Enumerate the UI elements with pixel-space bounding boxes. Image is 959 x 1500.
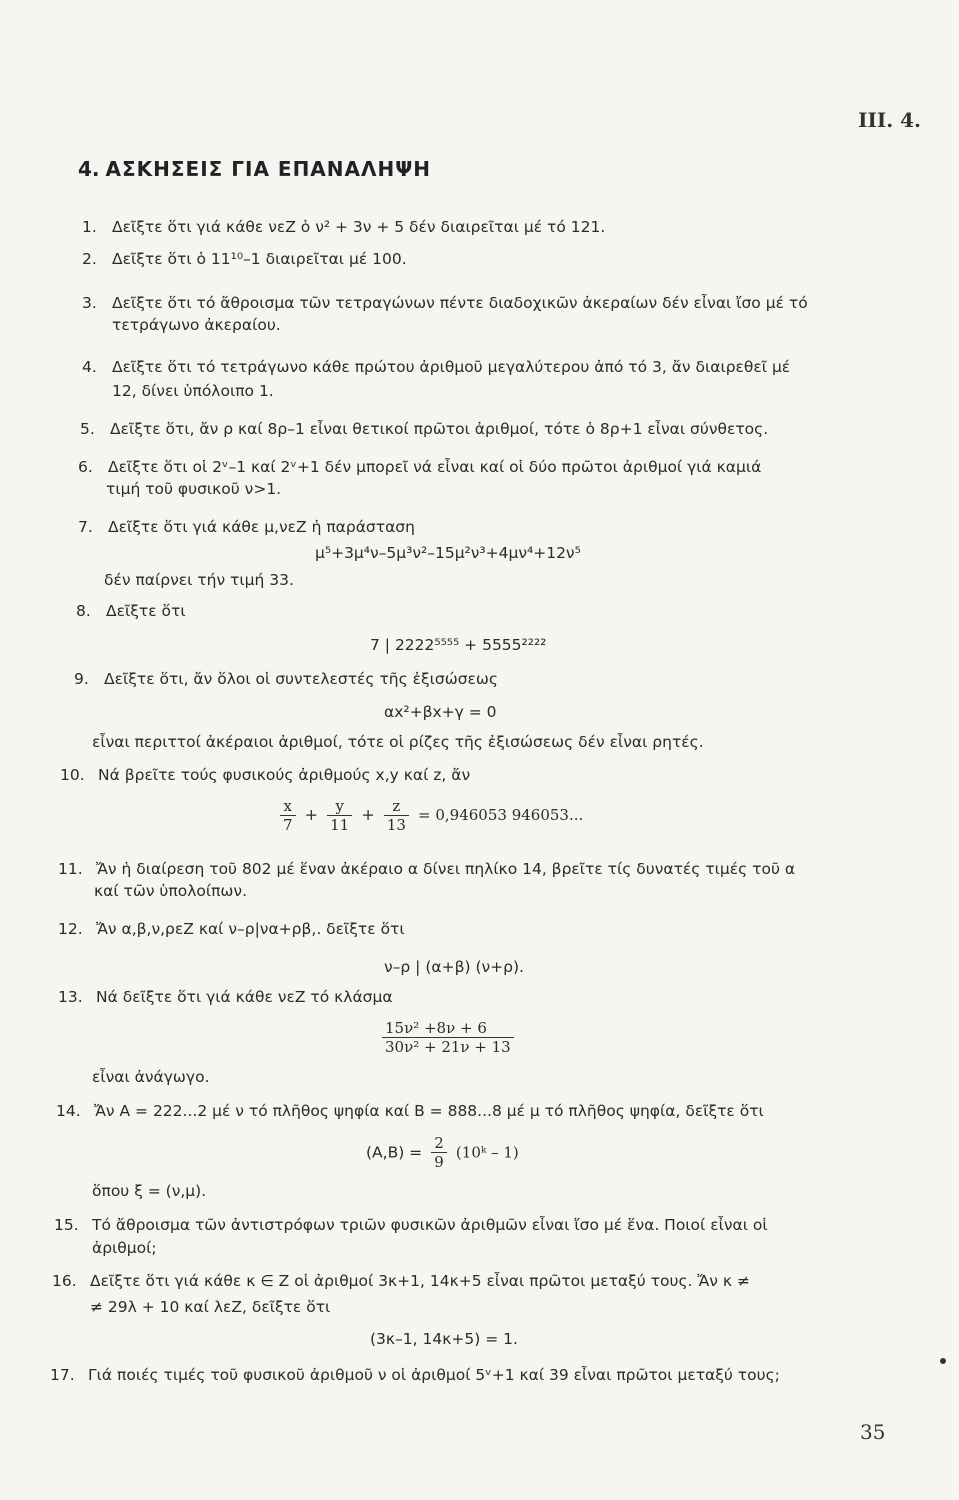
exercise-text: Τό ἄθροισμα τῶν ἀντιστρόφων τριῶν φυσικῶν ἀριθμῶν εἶναι ἴσο μέ ἕνα. Ποιοί εἶναι οἱ bbox=[92, 1216, 768, 1234]
fraction-y-over-11: $\frac{y}{11}$ bbox=[327, 797, 352, 834]
exercise-14-formula bbox=[366, 1134, 519, 1171]
exercise-number: 1. bbox=[82, 218, 97, 236]
formula-lhs: (A,B) = bbox=[366, 1143, 423, 1162]
exercise-8 bbox=[76, 600, 186, 622]
formula-rhs: (10ᵏ – 1) bbox=[455, 1143, 519, 1162]
exercise-number: 16. bbox=[52, 1272, 77, 1290]
exercise-text: Ἄν ἡ διαίρεση τοῦ 802 μέ ἕναν ἀκέραιο α δίνει πηλίκο 14, βρεῖτε τίς δυνατές τιμές τοῦ α bbox=[96, 860, 796, 878]
exercise-number: 17. bbox=[50, 1366, 75, 1384]
exercise-text: Δεῖξτε ὅτι ὁ 11¹⁰–1 διαιρεῖται μέ 100. bbox=[112, 250, 407, 268]
fraction-2-over-9: $\frac{2}{9}$ bbox=[431, 1134, 447, 1171]
exercise-number: 8. bbox=[76, 602, 91, 620]
exercise-6-continued: τιμή τοῦ φυσικοῦ ν>1. bbox=[106, 480, 282, 498]
page-number: 35 bbox=[860, 1420, 886, 1444]
exercise-text: Δεῖξτε ὅτι γιά κάθε μ,νεZ ἡ παράσταση bbox=[108, 518, 415, 536]
exercise-number: 2. bbox=[82, 250, 97, 268]
exercise-11 bbox=[58, 858, 795, 880]
section-heading bbox=[78, 157, 431, 181]
exercise-9-continued: εἶναι περιττοί ἀκέραιοι ἀριθμοί, τότε οἱ ρίζες τῆς ἐξισώσεως δέν εἶναι ρητές. bbox=[92, 733, 704, 751]
exercise-number: 11. bbox=[58, 860, 83, 878]
exercise-10 bbox=[60, 764, 470, 786]
exercise-text: Νά βρεῖτε τούς φυσικούς ἀριθμούς x,y καί z, ἄν bbox=[98, 766, 471, 784]
exercise-13-continued: εἶναι ἀνάγωγο. bbox=[92, 1068, 210, 1086]
exercise-number: 14. bbox=[56, 1102, 81, 1120]
plus-sign: + bbox=[361, 805, 375, 824]
margin-dot bbox=[940, 1358, 946, 1364]
plus-sign: + bbox=[304, 805, 319, 824]
exercise-15-continued: ἀριθμοί; bbox=[92, 1239, 157, 1257]
exercise-text: Δεῖξτε ὅτι οἱ 2ᵛ–1 καί 2ᵛ+1 δέν μπορεῖ νά εἶναι καί οἱ δύο πρῶτοι ἀριθμοί γιά καμιά bbox=[108, 458, 762, 476]
exercise-5 bbox=[80, 418, 768, 440]
exercise-9-formula: αx²+βx+γ = 0 bbox=[384, 703, 497, 721]
exercise-text: Δεῖξτε ὅτι, ἄν ρ καί 8ρ–1 εἶναι θετικοί πρῶτοι ἀριθμοί, τότε ὁ 8ρ+1 εἶναι σύνθετος. bbox=[110, 420, 769, 438]
exercise-10-equation bbox=[280, 797, 583, 834]
exercise-number: 10. bbox=[60, 766, 85, 784]
exercise-16 bbox=[52, 1270, 750, 1292]
running-header: III. 4. bbox=[858, 108, 921, 132]
exercise-2 bbox=[82, 248, 407, 270]
exercise-number: 7. bbox=[78, 518, 93, 536]
exercise-number: 3. bbox=[82, 294, 97, 312]
fraction-z-over-13: $\frac{z}{13}$ bbox=[384, 797, 409, 834]
exercise-3-continued: τετράγωνο ἀκεραίου. bbox=[112, 316, 281, 334]
exercise-4-continued: 12, δίνει ὑπόλοιπο 1. bbox=[112, 382, 274, 400]
exercise-1 bbox=[82, 216, 605, 238]
exercise-11-continued: καί τῶν ὑπολοίπων. bbox=[94, 882, 248, 900]
exercise-text: Δεῖξτε ὅτι τό τετράγωνο κάθε πρώτου ἀριθμοῦ μεγαλύτερου ἀπό τό 3, ἄν διαιρεθεῖ μέ bbox=[112, 358, 791, 376]
exercise-14 bbox=[56, 1100, 764, 1122]
exercise-17 bbox=[50, 1364, 780, 1386]
exercise-text: Νά δεῖξτε ὅτι γιά κάθε νεZ τό κλάσμα bbox=[96, 988, 393, 1006]
exercise-12 bbox=[58, 918, 405, 940]
exercise-9 bbox=[74, 668, 498, 690]
equation-rhs: = 0,946053 946053... bbox=[418, 806, 584, 824]
exercise-13 bbox=[58, 986, 393, 1008]
fraction-denominator: 30ν² + 21ν + 13 bbox=[382, 1037, 514, 1056]
exercise-number: 13. bbox=[58, 988, 83, 1006]
exercise-8-formula: 7 | 2222⁵⁵⁵⁵ + 5555²²²² bbox=[370, 636, 547, 654]
fraction-x-over-7: $\frac{x}{7}$ bbox=[280, 797, 296, 834]
exercise-7-continued: δέν παίρνει τήν τιμή 33. bbox=[104, 571, 294, 589]
exercise-12-formula: ν–ρ | (α+β) (ν+ρ). bbox=[384, 958, 524, 976]
exercise-number: 9. bbox=[74, 670, 89, 688]
exercise-6 bbox=[78, 456, 761, 478]
exercise-text: Γιά ποιές τιμές τοῦ φυσικοῦ ἀριθμοῦ ν οἱ ἀριθμοί 5ᵛ+1 καί 39 εἶναι πρῶτοι μεταξύ τους; bbox=[88, 1366, 780, 1384]
exercise-text: Δεῖξτε ὅτι τό ἄθροισμα τῶν τετραγώνων πέντε διαδοχικῶν ἀκεραίων δέν εἶναι ἴσο μέ τό bbox=[112, 294, 808, 312]
fraction-numerator: 15ν² +8ν + 6 bbox=[385, 1019, 487, 1037]
exercise-text: Ἄν α,β,ν,ρεZ καί ν–ρ|να+ρβ,. δεῖξτε ὅτι bbox=[96, 920, 405, 938]
exercise-text: Δεῖξτε ὅτι bbox=[106, 602, 186, 620]
exercise-text: Ἄν A = 222...2 μέ ν τό πλῆθος ψηφία καί B = 888...8 μέ μ τό πλῆθος ψηφία, δεῖξτε ὅτι bbox=[94, 1102, 764, 1120]
exercise-number: 4. bbox=[82, 358, 97, 376]
exercise-14-continued: ὅπου ξ = (ν,μ). bbox=[92, 1182, 207, 1200]
exercise-number: 12. bbox=[58, 920, 83, 938]
exercise-7-formula: μ⁵+3μ⁴ν–5μ³ν²–15μ²ν³+4μν⁴+12ν⁵ bbox=[315, 544, 581, 562]
exercise-number: 5. bbox=[80, 420, 95, 438]
exercise-4 bbox=[82, 356, 790, 378]
exercise-number: 15. bbox=[54, 1216, 79, 1234]
section-number: 4. bbox=[78, 157, 100, 181]
exercise-16-formula: (3κ–1, 14κ+5) = 1. bbox=[370, 1330, 518, 1348]
exercise-13-fraction bbox=[382, 1019, 514, 1056]
exercise-text: Δεῖξτε ὅτι γιά κάθε νεZ ὁ ν² + 3ν + 5 δέν διαιρεῖται μέ τό 121. bbox=[112, 218, 606, 236]
exercise-text: Δεῖξτε ὅτι, ἄν ὅλοι οἱ συντελεστές τῆς ἐξισώσεως bbox=[104, 670, 498, 688]
exercise-3 bbox=[82, 292, 808, 314]
exercise-16-continued: ≠ 29λ + 10 καί λεZ, δεῖξτε ὅτι bbox=[90, 1298, 331, 1316]
exercise-number: 6. bbox=[78, 458, 93, 476]
section-title: ΑΣΚΗΣΕΙΣ ΓΙΑ ΕΠΑΝΑΛΗΨΗ bbox=[105, 157, 431, 181]
exercise-7 bbox=[78, 516, 415, 538]
exercise-text: Δεῖξτε ὅτι γιά κάθε κ ∈ Z οἱ ἀριθμοί 3κ+1, 14κ+5 εἶναι πρῶτοι μεταξύ τους. Ἄν κ ≠ bbox=[90, 1272, 750, 1290]
exercise-15 bbox=[54, 1214, 768, 1236]
